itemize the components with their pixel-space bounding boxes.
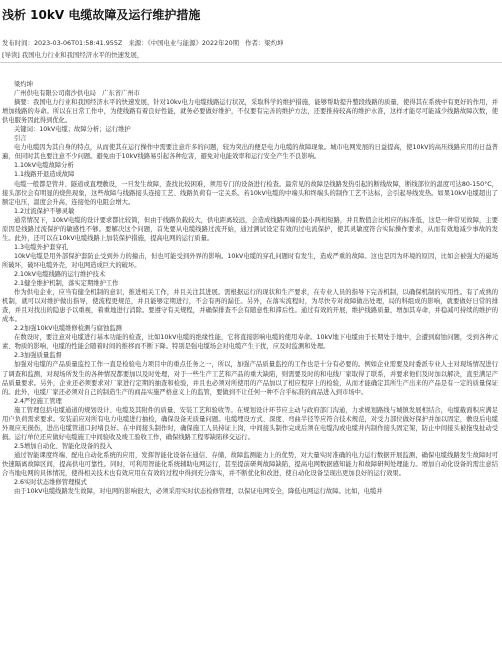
body-paragraph: 施工管理包括电缆通道的规划设计、电缆及其附件的质量、安装工艺和验收等。在规划设计环节应主动与政府部门沟通，力求规划路线与城镇发展相结合，电缆截面积应满足用户负荷需求要求。安装前应对所有电力电缆进行抽检，确保设备无质量问题。电缆埋设方式、深度、弯曲半径等应符合技术规范，对受力部位做好保护并加以固定，敷设后电缆外观应无损伤，进出电缆管道口封堵良好。在中间接头制作时，确保施工人员持证上岗，中间接头制作完成后须在电缆沟或电缆井内制作接头固定架，防止中间接头被拖曳扯动受损。运行单位还应做好电缆施工中间验收及竣工验收工作，确保线路工程零缺陷移交运行。 bbox=[2, 406, 498, 441]
body-paragraph: 加强对电缆的产品质量监控工作一直是检验电力项目中的重点任务之一，所以，加强产品质量监控的工作也是十分有必要的。例如企业需要及时委派专业人士对现场情况进行了调查和监测，对现场所发生的各种情况都要加以及时处理，对于一些生产工艺和产品的重大缺陷，则需要及时的和电线厂家取得了联系，并要求他们及时加以解决，直至满足产品质量要求。另外，企业还必须要求对厂家进行定期的抽查和检验，并且也必须对所使用的产品加以了相应程序上的检验，从而才能确定其所生产出来的产品是有一定的质量保证的。此外，电缆厂家还必须对自己的制造生产的商品实施严格意义上的监管，要做到不让任何一种不合乎标准的商品进入到市场中。 bbox=[2, 361, 498, 396]
abstract-paragraph: 摘要：我国电力行业和我国经济水平的快速发展，针对10kv电力电缆线路运行状况，采取科学的维护措施，能够帮助提升整段线路的质量，使得其在系统中有更好的作用，并增加线路的寿命。所以在日常工作中，为使线路有着良好性能，就务必要做好维护，不仅要有完善的维护方法，还要推持较高的维护水准，这样才能尽可能减少线路故障次数，使供电服务因此得到优化。 bbox=[2, 99, 498, 125]
body-paragraph: 通过智能课度终端、配电自动化系统的应用，发挥智能化设备在通信、存储、故障监测能力上的优势，对大量实时准确的电力运行数据开展监测，确保电缆线路发生故障时可快速隔离故障区间，提高供电可靠性。同时，可利用智能化系统辅助电网运行，甚至提前研判故障缺陷，提高电网数据感知能力和故障研判处理能力。增加自动化设备的需注意结合当地电网的具体情况，使得相关技术也有效应用在有效的过程中得到充分落实，并不断优化和改进，使自动化设备呈现出更加良好的运行效果。 bbox=[2, 451, 498, 478]
section-heading: 1.10kV电缆故障分析 bbox=[14, 162, 74, 170]
subsection-heading: 2.4严控施工管理 bbox=[14, 397, 62, 405]
article-body bbox=[2, 80, 498, 496]
header-divider bbox=[0, 62, 502, 63]
article-abstract: [导读] 我国电力行业和我国经济水平的快速发展， bbox=[2, 51, 144, 59]
author-line: 梁灼坤 bbox=[14, 81, 33, 88]
affiliation-line: 广州供电有限公司南沙供电局 广东省广州市 bbox=[14, 90, 140, 98]
article-source: 来源：《中国电业与能源》2022年20期 bbox=[128, 39, 240, 47]
publish-time: 发布时间：2023-03-06T01:58:41.955Z bbox=[2, 39, 123, 47]
body-paragraph: 作为供电企业，应当有健全机制的意识，推进相关工作，并且关注其进展。需根据运行的现状和生产要求，在专业人员的指导下完善机制，以确保机制的实用性。有了成熟的机制，就可以对维护做出指导，使流程更规范，并且能够定期进行，不会有再的漏任。另外，在落实流程时，为尽快专对故障做出处理，局的科组成的影响，就要做好日常的排查，并且对找出的隐患予以重视，着重地进行消除。要遵守有关规程，并确保排查不会有随意性和滞后性。通过有效的开展，维护线路质量，增加其寿命，并稳减可持续的维护的成本。 bbox=[2, 289, 498, 324]
page-title: 浅析 10kV 电缆故障及运行维护措施 bbox=[2, 8, 201, 22]
subsection-heading: 1.2过流保护不够灵敏 bbox=[14, 207, 75, 215]
article-author: 作者：梁灼坤 bbox=[245, 39, 284, 47]
section-heading: 2.10kV电缆线路的运行维护技术 bbox=[14, 270, 106, 278]
subsection-heading: 2.6实时状态维修管理模式 bbox=[14, 479, 87, 487]
subsection-heading: 2.5增加自动化、智能化设备的投入 bbox=[14, 442, 113, 450]
body-paragraph: 电力电缆因为其自身的特点，从而使其在运行操作中需要注意许多的问题，较为突出的便是电力电缆的故障现象。城市电网发展的日益提高，使10kV的高压线路应用的日益普遍，但同时其也要注意不少问题。避免由于10kV线路易引起各种危害，避免对电能效率和运行安全产生不良影响。 bbox=[2, 144, 498, 161]
subsection-heading: 1.3电缆外护套穿孔 bbox=[14, 243, 69, 251]
body-paragraph: 10kV电缆是用外部保护套防止受到外力的撞击，但也可能受到外界的影响。10kV电缆的穿孔问题时有发生，造成严重的故障。这也是因为环境的原因，比如会被强大的磁场所破坏，破坏电缆外壳，对电网造成巨大的破坏。 bbox=[2, 252, 498, 269]
subsection-heading: 2.1健全维护机制，落实定期维护工作 bbox=[14, 280, 119, 288]
body-paragraph: 通常情况下，10kV电缆的设计要求都比较简，但由于线路负载较大，供电距离较远，会造成线路两端的最小两相短路，并且数值会比相应的标准低，这是一种常见故障，主要原因是线路过流保护的敏感性不够。要解决这个问题，首先要从电缆线路过流开始，通过测试设定有效的过电流保护，使其灵敏度符合实际操作要求，从而有效地减少事故的发生。此外，还可以在10kV电缆线路上加装保护措施，提高电网的运行质量。 bbox=[2, 216, 498, 242]
keywords-line: 关键词：10kV电缆；故障分析；运行维护 bbox=[14, 126, 131, 134]
subsection-heading: 1.1线路开退造成故障 bbox=[14, 171, 75, 179]
section-heading: 引言 bbox=[14, 135, 27, 143]
subsection-heading: 2.2加强10kV电缆维修检测与腐蚀监测 bbox=[14, 325, 122, 333]
body-paragraph: 电缆一般都是管井、隧道或直埋敷设，一旦发生故障，查找比较困难，须用专门的设备进行检查。最常见的故障是线路发热引起的断线故障，断线部位的温度可达80-150°C，接头部位会有明显的烧焦现象，这些故障与线路接头连接工艺、线路负荷有一定关系。若10kV电缆的中端头和终端头的制作工艺不达标，会引起导线发热。如果10kV电缆超出了额定电压，温度会升高，连接处的电阻会增大。 bbox=[2, 180, 498, 206]
body-paragraph: 由于10kV电缆线路发生故障，对电网的影响很大，必须采用实时状态检修管理，以保证电网安全，降低电网运行故障。比如，电缆并 bbox=[14, 488, 383, 496]
body-paragraph: 在数设时，要注意对电缆进行基本功能的检查，比如10kV电缆的绝缘性能，它将直接影响电缆的使用寿命。10kV地下电缆由于长期处于地中，会遭到腐蚀问题，受到各种元素、物质的影响，电缆的性能会随着时间的推移而不断下降。特别是强电缆场会对电缆产生干扰，应及时监测和处理。 bbox=[2, 334, 498, 351]
subsection-heading: 2.3加强质量监督 bbox=[14, 352, 62, 360]
article-meta bbox=[2, 39, 287, 48]
